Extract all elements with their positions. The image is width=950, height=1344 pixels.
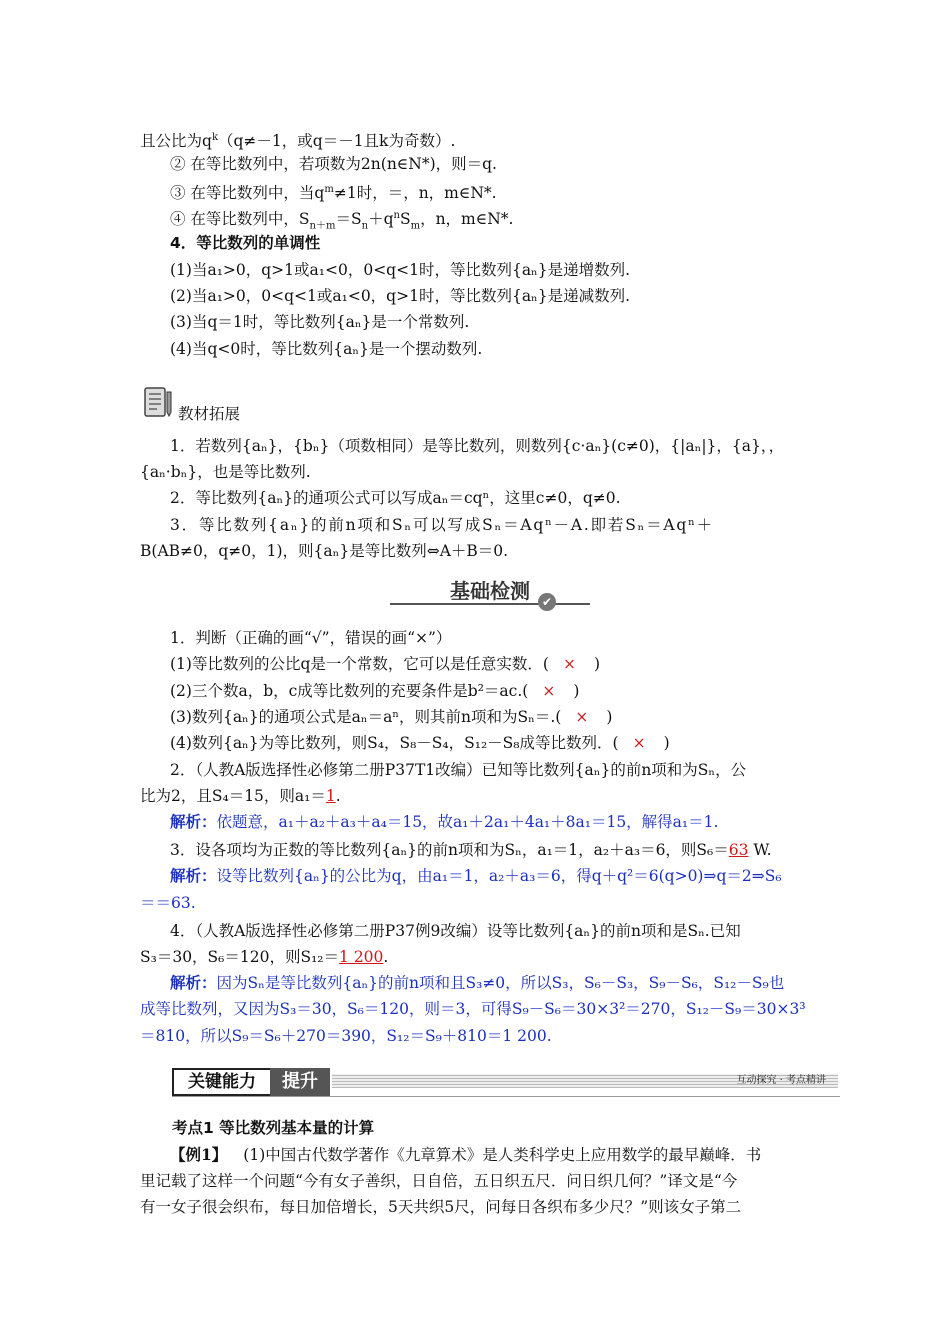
example-1c: 有一女子很会织布，每日加倍增长，5天共织5尺，问每日各织布多少尺？”则该女子第二	[140, 1198, 742, 1216]
text: )	[593, 655, 600, 673]
textbook-3b: B(AB≠0，q≠0，1)，则{aₙ}是等比数列⇔A＋B＝0.	[140, 542, 509, 560]
textbook-1b: {aₙ·bₙ}，也是等比数列.	[140, 463, 311, 481]
key-ability-label: 关键能力	[172, 1068, 272, 1096]
textbook-2: 2．等比数列{aₙ}的通项公式可以写成aₙ＝cqⁿ，这里c≠0，q≠0.	[170, 489, 621, 507]
key-ability-header	[172, 1068, 840, 1094]
notebook-icon	[142, 386, 174, 420]
text: ③ 在等比数列中，当q	[170, 184, 325, 203]
example-1a	[170, 1145, 850, 1165]
quiz-1-4	[170, 733, 850, 753]
text: )	[663, 734, 670, 752]
textbook-3a: 3．等比数列{aₙ}的前n项和Sₙ可以写成Sₙ＝Aqⁿ－A.即若Sₙ＝Aqⁿ＋	[170, 516, 714, 534]
quiz-3-solution-b: ＝＝63.	[140, 894, 196, 912]
quiz-1: 1．判断（正确的画“√”，错误的画“×”）	[170, 629, 452, 647]
line-item-4	[170, 206, 850, 236]
quiz-4b	[140, 947, 820, 967]
quiz-1-1	[170, 654, 850, 674]
line-ratio-k	[140, 128, 820, 151]
section-banner	[390, 573, 590, 613]
text: .	[335, 787, 341, 805]
section-rule	[390, 603, 590, 605]
text: (2)三个数a，b，c成等比数列的充要条件是b²＝ac.(	[170, 682, 529, 700]
line-item-3	[170, 180, 850, 203]
text: 3．设各项均为正数的等比数列{aₙ}的前n项和为Sₙ，a₁＝1，a₂＋a₃＝6，则S₆＝	[170, 841, 729, 859]
text: (4)数列{aₙ}为等比数列，则S₄，S₈－S₄，S₁₂－S₈成等比数列．(	[170, 734, 619, 752]
text: ④ 在等比数列中，S	[170, 210, 310, 229]
mark-cross: ×	[542, 682, 556, 700]
text: (3)数列{aₙ}的通项公式是aₙ＝aⁿ，则其前n项和为Sₙ＝.(	[170, 708, 562, 726]
line-mono-4: (4)当q<0时，等比数列{aₙ}是一个摆动数列.	[170, 340, 483, 358]
text: W.	[748, 841, 772, 859]
textbook-heading: 教材拓展	[178, 405, 241, 423]
key-ability-badge: 提升	[270, 1068, 330, 1096]
quiz-3	[170, 840, 850, 860]
line-mono-2: (2)当a₁>0，0<q<1或a₁<0，q>1时，等比数列{aₙ}是递减数列.	[170, 287, 631, 305]
line-item-2: ② 在等比数列中，若项数为2n(n∈N*)，则＝q.	[170, 155, 497, 173]
quiz-4-solution-c: ＝810，所以S₉＝S₆＋270＝390，S₁₂＝S₉＋810＝1 200.	[140, 1027, 552, 1045]
sub: m	[410, 220, 421, 232]
quiz-1-2	[170, 681, 850, 701]
sup: k	[211, 132, 218, 143]
quiz-1-3	[170, 707, 850, 727]
quiz-3-solution-a	[170, 866, 850, 886]
solution-label: 解析：	[170, 812, 217, 831]
text: 设等比数列{aₙ}的公比为q，由a₁＝1，a₂＋a₃＝6，得q＋q²＝6(q>0)⇒q＝2⇒S₆	[216, 867, 782, 885]
text: S	[399, 210, 411, 229]
answer: 63	[728, 841, 749, 859]
line-mono-1: (1)当a₁>0，q>1或a₁<0，0<q<1时，等比数列{aₙ}是递增数列.	[170, 261, 631, 279]
sup: m	[324, 184, 334, 195]
example-1b: 里记载了这样一个问题“今有女子善织，日自倍，五日织五尺．问日织几何？”译文是“今	[140, 1172, 738, 1190]
mark-cross: ×	[632, 734, 646, 752]
text: )	[606, 708, 613, 726]
textbook-1a: 1．若数列{aₙ}，{bₙ}（项数相同）是等比数列，则数列{c·aₙ}(c≠0)，{|aₙ|}，{a}，，	[170, 437, 785, 455]
text: )	[573, 682, 580, 700]
mark-cross: ×	[575, 708, 589, 726]
text: .	[383, 948, 389, 966]
text: (1)等比数列的公比q是一个常数，它可以是任意实数．(	[170, 655, 549, 673]
text: ，n，m∈N*.	[420, 210, 514, 229]
mark-cross: ×	[562, 655, 576, 673]
text: (1)中国古代数学著作《九章算术》是人类科学史上应用数学的最早巅峰．书	[243, 1146, 762, 1164]
heading-monotonic: 4．等比数列的单调性	[170, 234, 321, 252]
line-mono-3: (3)当q＝1时，等比数列{aₙ}是一个常数列.	[170, 313, 470, 331]
check-icon: ✔	[538, 593, 556, 611]
text: （q≠－1，或q＝－1且k为奇数）.	[218, 132, 456, 151]
answer: 1	[325, 787, 336, 805]
quiz-4-solution-b: 成等比数列，又因为S₃＝30，S₆＝120，则＝3，可得S₉－S₆＝30×3²＝270，S₁₂－S₉＝30×3³	[140, 1000, 806, 1018]
text: S₃＝30，S₆＝120，则S₁₂＝	[140, 948, 340, 966]
text: 比为2，且S₄＝15，则a₁＝	[140, 787, 326, 805]
text: ＝S	[335, 210, 362, 229]
text: 依题意，a₁＋a₂＋a₃＋a₄＝15，故a₁＋2a₁＋4a₁＋8a₁＝15，解得a₁＝1.	[216, 813, 719, 831]
solution-label: 解析：	[170, 973, 217, 992]
sub: n＋m	[309, 220, 336, 232]
solution-label: 解析：	[170, 866, 217, 885]
quiz-2a: 2．（人教A版选择性必修第二册P37T1改编）已知等比数列{aₙ}的前n项和为Sₙ，公	[170, 761, 747, 779]
quiz-2b	[140, 786, 820, 806]
section-title: 基础检测	[450, 579, 530, 603]
header-tag: 互动探究 · 考点精讲	[736, 1075, 826, 1086]
example-label: 【例1】	[170, 1145, 228, 1164]
kaodian-title: 考点1 等比数列基本量的计算	[172, 1119, 375, 1137]
text: ＋q	[368, 210, 394, 229]
header-underline	[172, 1096, 840, 1097]
quiz-4-solution-a	[170, 973, 850, 993]
quiz-4a: 4．（人教A版选择性必修第二册P37例9改编）设等比数列{aₙ}的前n项和是Sₙ.已知	[170, 922, 741, 940]
text: 因为Sₙ是等比数列{aₙ}的前n项和且S₃≠0，所以S₃，S₆－S₃，S₉－S₆，S₁₂－S₉也	[216, 974, 785, 992]
text: 且公比为q	[140, 132, 212, 151]
sub: n	[361, 220, 369, 232]
quiz-2-solution	[170, 812, 850, 832]
text: ≠1时，＝，n，m∈N*.	[333, 184, 497, 203]
answer: 1 200	[339, 948, 384, 966]
sup: n	[393, 210, 400, 221]
